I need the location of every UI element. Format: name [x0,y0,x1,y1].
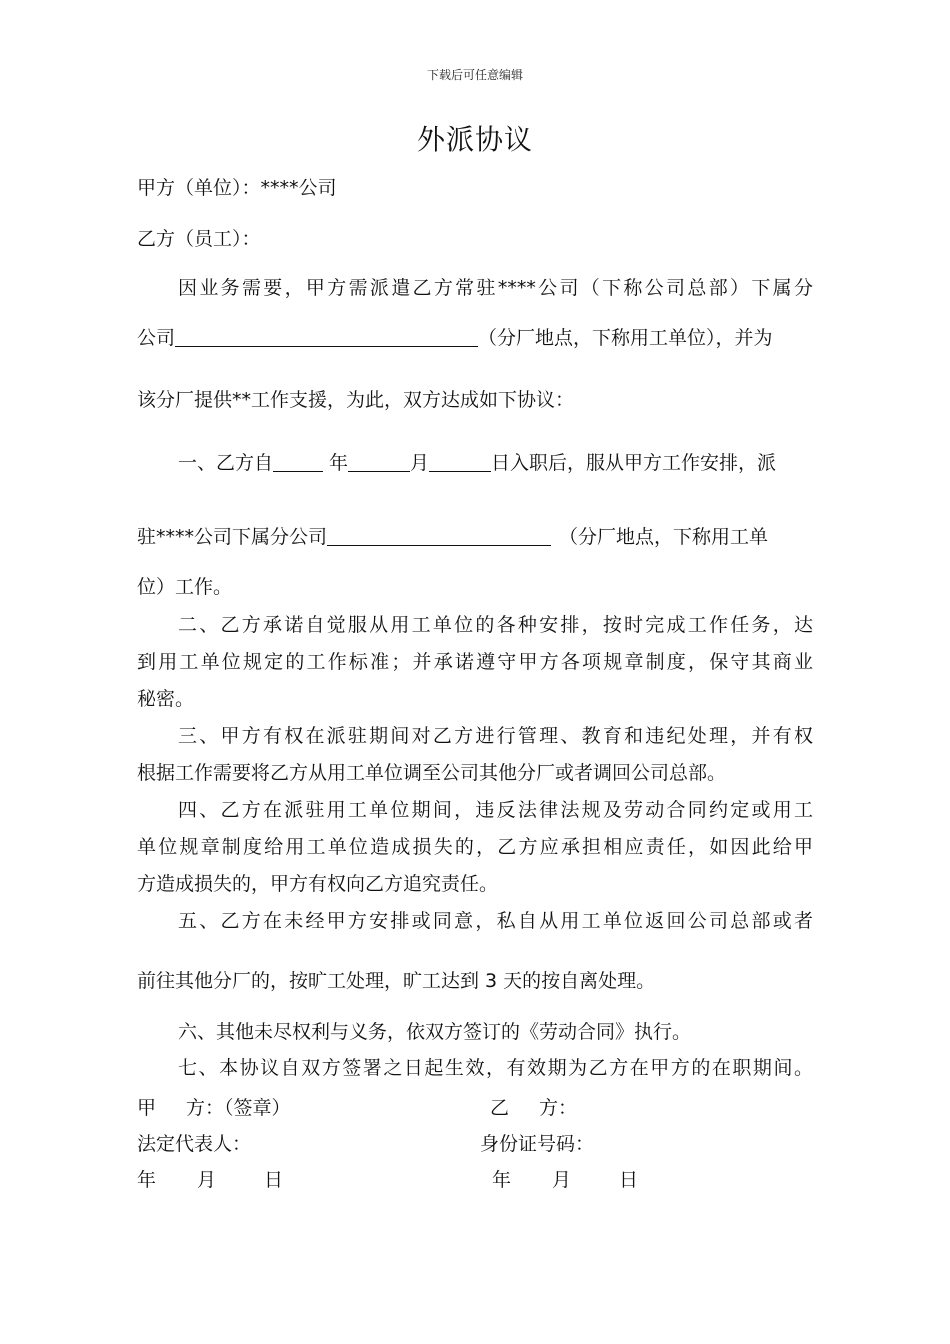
clause-2-line-2: 到用工单位规定的工作标准；并承诺遵守甲方各项规章制度，保守其商业 [137,651,813,673]
intro-line-2b: （分厂地点，下称用工单位），并为 [478,327,773,349]
intro-line-1: 因业务需要，甲方需派遣乙方常驻****公司（下称公司总部）下属分 [178,277,813,299]
party-a-year: 年 [137,1169,157,1191]
clause-1-c: 月 [410,452,430,474]
clause-1-line-3: 位）工作。 [137,576,233,598]
clause-5-line-2: 前往其他分厂的，按旷工处理，旷工达到 3 天的按自离处理。 [137,970,656,992]
party-a-sign-label-2: 方：（签章） [186,1097,291,1119]
clause-1-d: 日入职后，服从甲方工作安排，派 [491,452,777,474]
party-a-line: 甲方（单位）：****公司 [137,177,337,199]
document-title: 外派协议 [416,123,533,156]
id-number: 身份证号码： [480,1133,595,1155]
intro-line-2a: 公司 [137,327,176,349]
clause-1-b: 年 [329,452,349,474]
party-b-date [492,1167,638,1193]
clause-4-line-3: 方造成损失的，甲方有权向乙方追究责任。 [137,873,499,895]
party-b-sign [490,1095,577,1121]
clause-6: 六、其他未尽权利与义务，依双方签订的《劳动合同》执行。 [178,1021,692,1043]
party-a-sign-label-1: 甲 [137,1097,157,1119]
header-note: 下载后可任意编辑 [426,68,523,82]
clause-1-a: 一、乙方自 [178,452,274,474]
clause-2-line-1: 二、乙方承诺自觉服从用工单位的各种安排，按时完成工作任务，达 [178,614,813,636]
clause-1-f: （分厂地点，下称用工单 [559,526,769,548]
clause-2-line-3: 秘密。 [137,688,195,710]
clause-4-line-1: 四、乙方在派驻用工单位期间，违反法律法规及劳动合同约定或用工 [178,799,813,821]
month-blank[interactable] [348,451,410,472]
party-a-sign [137,1095,291,1121]
branch-blank[interactable] [327,525,551,546]
day-blank[interactable] [429,451,491,472]
party-a-date [137,1167,283,1193]
clause-5-line-1: 五、乙方在未经甲方安排或同意，私自从用工单位返回公司总部或者 [178,910,813,932]
party-b-month: 月 [552,1169,572,1191]
party-b-sign-label-1: 乙 [490,1097,510,1119]
clause-3-line-2: 根据工作需要将乙方从用工单位调至公司其他分厂或者调回公司总部。 [137,762,727,784]
party-b-year: 年 [492,1169,512,1191]
year-blank[interactable] [273,451,323,472]
party-b-day: 日 [619,1169,639,1191]
party-b-line: 乙方（员工）： [137,228,261,250]
clause-3-line-1: 三、甲方有权在派驻期间对乙方进行管理、教育和违纪处理，并有权 [178,725,813,747]
clause-1-line-1 [178,450,813,476]
party-b-sign-label-2: 方： [539,1097,578,1119]
party-a-month: 月 [197,1169,217,1191]
branch-location-blank[interactable] [175,326,478,347]
intro-line-3: 该分厂提供**工作支援，为此，双方达成如下协议： [137,389,575,411]
legal-representative: 法定代表人： [137,1133,252,1155]
intro-line-2 [137,325,813,351]
clause-1-line-2 [137,524,813,550]
clause-1-e: 驻****公司下属分公司 [137,526,328,548]
clause-4-line-2: 单位规章制度给用工单位造成损失的，乙方应承担相应责任，如因此给甲 [137,836,813,858]
party-a-day: 日 [264,1169,284,1191]
clause-7: 七、本协议自双方签署之日起生效，有效期为乙方在甲方的在职期间。 [178,1057,813,1079]
